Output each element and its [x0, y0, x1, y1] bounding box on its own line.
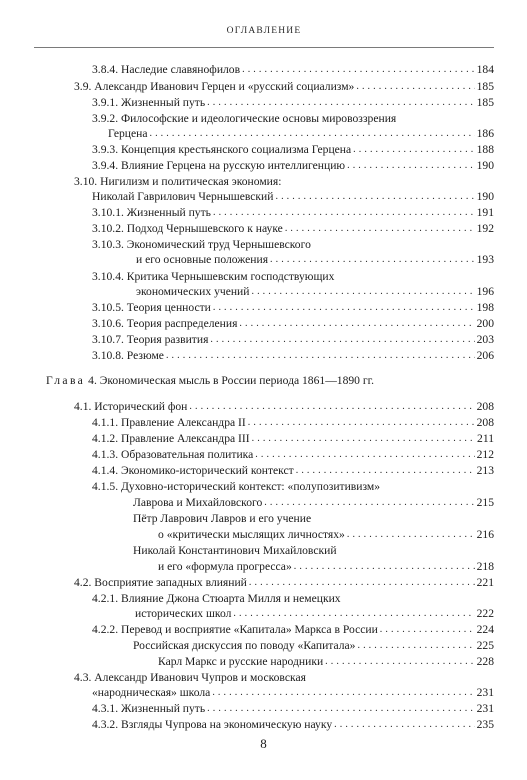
toc-entry-title-line1: Пётр Лаврович Лавров и его учение — [133, 512, 312, 525]
toc-page-number: 198 — [476, 301, 494, 314]
toc-entry-title: 3.10.6. Теория распределения — [92, 317, 238, 330]
toc-entry — [135, 607, 494, 621]
toc-entry — [74, 400, 494, 414]
toc-entry-title-line1: 3.10.3. Экономический труд Чернышевского — [92, 238, 311, 251]
toc-entry-title-line1: 3.9.2. Философские и идеологические основы мировоззрения — [92, 112, 397, 125]
toc-entry — [92, 222, 494, 236]
toc-entry-title: Российская дискуссия по поводу «Капитала» — [133, 639, 356, 652]
toc-page-number: 193 — [476, 253, 494, 266]
toc-page-number: 215 — [476, 496, 494, 509]
toc-entry — [92, 623, 494, 637]
toc-entry-title: 3.9. Александр Иванович Герцен и «русский социализм» — [74, 80, 355, 93]
dot-leader — [213, 301, 475, 315]
toc-page-number: 190 — [476, 190, 494, 203]
toc-entry-title: 3.9.1. Жизненный путь — [92, 96, 206, 109]
toc-entry-title: 4.2. Восприятие западных влияний — [74, 576, 247, 589]
toc-page-number: 211 — [477, 432, 494, 445]
dot-leader — [166, 349, 475, 363]
toc-entry-title-line1: 4.3. Александр Иванович Чупров и московская — [74, 671, 306, 684]
toc-page-number: 218 — [476, 560, 494, 573]
toc-entry-title: и его основные положения — [136, 253, 269, 266]
toc-entry-title: экономических учений — [136, 285, 250, 298]
toc-page-number: 225 — [476, 639, 494, 652]
toc-entry-title: 4.2.2. Перевод и восприятие «Капитала» Маркса в России — [92, 623, 378, 636]
dot-leader — [252, 432, 475, 446]
toc-entry — [108, 127, 494, 141]
toc-entry-title-line1: 3.10. Нигилизм и политическая экономия: — [74, 175, 282, 188]
toc-page-number: 235 — [476, 718, 494, 731]
dot-leader — [353, 143, 474, 157]
chapter-label: Глава — [46, 374, 86, 387]
dot-leader — [233, 607, 474, 621]
toc-entry-title: «народническая» школа — [92, 686, 211, 699]
dot-leader — [264, 496, 474, 510]
dot-leader — [255, 448, 474, 462]
dot-leader — [270, 253, 475, 267]
dot-leader — [239, 317, 474, 331]
toc-entry-title-line1: Николай Константинович Михайловский — [133, 544, 337, 557]
toc-page-number: 224 — [476, 623, 494, 636]
toc-entry-title: 3.10.8. Резюме — [92, 349, 164, 362]
toc-entry-title-line1: 4.2.1. Влияние Джона Стюарта Милля и немецких — [92, 592, 341, 605]
toc-page-number: 191 — [476, 206, 494, 219]
dot-leader — [242, 63, 475, 77]
toc-entry — [92, 718, 494, 732]
toc-page-number: 184 — [476, 63, 494, 76]
toc-entry — [92, 464, 494, 478]
toc-entry-title: и его «формула прогресса» — [158, 560, 292, 573]
toc-entry — [92, 143, 494, 157]
toc-entry-title: 3.10.1. Жизненный путь — [92, 206, 211, 219]
toc-page-number: 228 — [476, 655, 494, 668]
toc-entry — [74, 80, 494, 94]
toc-entry-title: 4.3.2. Взгляды Чупрова на экономическую науку — [92, 718, 333, 731]
toc-entry — [92, 702, 494, 716]
toc-page-number: 221 — [476, 576, 494, 589]
dot-leader — [149, 127, 474, 141]
dot-leader — [207, 96, 474, 110]
toc-page-number: 185 — [476, 96, 494, 109]
toc-entry — [136, 285, 494, 299]
dot-leader — [275, 190, 474, 204]
dot-leader — [380, 623, 475, 637]
toc-page-number: 208 — [476, 416, 494, 429]
dot-leader — [347, 528, 475, 542]
toc-entry-title: 3.10.7. Теория развития — [92, 333, 209, 346]
toc-entry-title: 3.10.2. Подход Чернышевского к науке — [92, 222, 283, 235]
dot-leader — [347, 159, 475, 173]
toc-page-number: 190 — [476, 159, 494, 172]
toc-page-number: 203 — [476, 333, 494, 346]
dot-leader — [296, 464, 475, 478]
toc-entry — [92, 159, 494, 173]
toc-entry-title: 3.10.5. Теория ценности — [92, 301, 211, 314]
toc-entry-title: 4.1.2. Правление Александра III — [92, 432, 250, 445]
toc-entry — [133, 496, 494, 510]
toc-page-number: 186 — [476, 127, 494, 140]
toc-entry — [92, 686, 494, 700]
dot-leader — [294, 560, 475, 574]
dot-leader — [251, 285, 474, 299]
toc-entry — [158, 528, 494, 542]
toc-entry — [92, 301, 494, 315]
dot-leader — [248, 416, 475, 430]
toc-entry-title: Лаврова и Михайловского — [133, 496, 263, 509]
toc-page-number: 231 — [476, 686, 494, 699]
toc-entry — [74, 576, 494, 590]
toc-entry — [92, 63, 494, 77]
toc-entry-title: 3.9.4. Влияние Герцена на русскую интеллигенцию — [92, 159, 346, 172]
toc-entry — [136, 253, 494, 267]
toc-entry-title: 4.1. Исторический фон — [74, 400, 188, 413]
chapter-heading — [46, 374, 374, 388]
toc-page-number: 222 — [476, 607, 494, 620]
toc-entry — [92, 190, 494, 204]
dot-leader — [357, 639, 474, 653]
dot-leader — [189, 400, 474, 414]
chapter-title: 4. Экономическая мысль в России периода 1861—1890 гг. — [88, 374, 374, 387]
toc-entry — [92, 96, 494, 110]
dot-leader — [207, 702, 474, 716]
toc-entry-title: Герцена — [108, 127, 148, 140]
toc-entry — [92, 317, 494, 331]
toc-entry-title: 3.9.3. Концепция крестьянского социализма Герцена — [92, 143, 352, 156]
toc-page-number: 200 — [476, 317, 494, 330]
dot-leader — [356, 80, 474, 94]
toc-page-number: 188 — [476, 143, 494, 156]
toc-entry-title: Николай Гаврилович Чернышевский — [92, 190, 274, 203]
toc-entry-title: Карл Маркс и русские народники — [158, 655, 324, 668]
toc-entry — [92, 349, 494, 363]
toc-page-number: 196 — [476, 285, 494, 298]
toc-page-number: 213 — [476, 464, 494, 477]
running-header: ОГЛАВЛЕНИЕ — [226, 26, 302, 36]
toc-entry-title: о «критически мыслящих личностях» — [158, 528, 345, 541]
dot-leader — [325, 655, 474, 669]
toc-entry-title: 4.1.1. Правление Александра II — [92, 416, 246, 429]
toc-page-number: 185 — [476, 80, 494, 93]
toc-entry — [158, 655, 494, 669]
page-number: 8 — [260, 736, 267, 751]
dot-leader — [285, 222, 475, 236]
toc-page-number: 208 — [476, 400, 494, 413]
dot-leader — [212, 686, 474, 700]
toc-entry-title-line1: 4.1.5. Духовно-исторический контекст: «полупозитивизм» — [92, 480, 381, 493]
toc-entry — [92, 333, 494, 347]
toc-page-number: 192 — [476, 222, 494, 235]
toc-entry-title: 4.1.3. Образовательная политика — [92, 448, 254, 461]
toc-page-number: 206 — [476, 349, 494, 362]
dot-leader — [249, 576, 475, 590]
toc-entry-title: исторических школ — [135, 607, 232, 620]
toc-entry — [92, 416, 494, 430]
toc-entry-title: 4.3.1. Жизненный путь — [92, 702, 206, 715]
toc-entry-title: 4.1.4. Экономико-исторический контекст — [92, 464, 294, 477]
toc-page-number: 216 — [476, 528, 494, 541]
toc-entry-title: 3.8.4. Наследие славянофилов — [92, 63, 241, 76]
toc-entry — [133, 639, 494, 653]
dot-leader — [213, 206, 475, 220]
toc-entry — [92, 448, 494, 462]
toc-entry — [92, 206, 494, 220]
toc-entry-title-line1: 3.10.4. Критика Чернышевским господствующих — [92, 270, 335, 283]
toc-entry — [158, 560, 494, 574]
dot-leader — [210, 333, 474, 347]
toc-page-number: 231 — [476, 702, 494, 715]
toc-page-number: 212 — [476, 448, 494, 461]
dot-leader — [334, 718, 474, 732]
toc-entry — [92, 432, 494, 446]
